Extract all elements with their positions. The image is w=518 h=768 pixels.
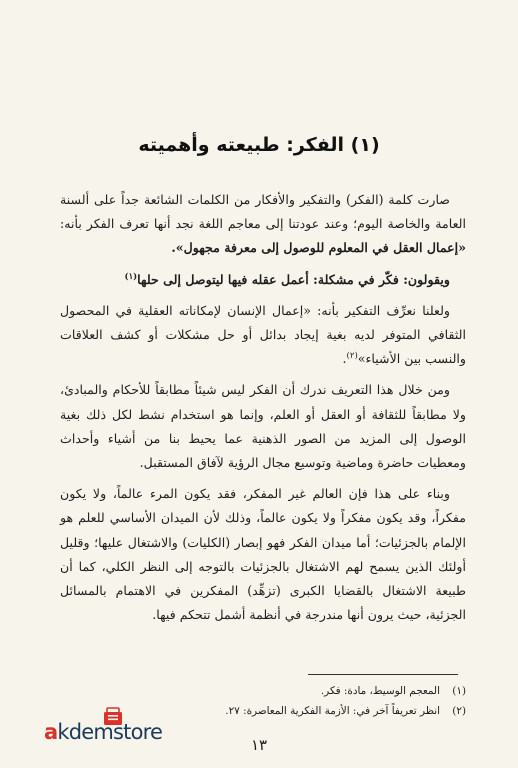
footnote-2-number: (٢) bbox=[452, 705, 466, 717]
footnote-1-number: (١) bbox=[452, 685, 466, 697]
paragraph-5: وبناء على هذا فإن العالم غير المفكر، فقد يكون المرء عالماً، ولا يكون مفكراً، وقد يكون مفكراً ولا يكون عالماً، وذلك لأن الميدان الأساسي للعلم هو الإلمام بالجزئيات؛ أما ميدان الفكر فهو إبصار (الكليات) والاشتغال عليها؛ وقليل أولئك الذين يسمح لهم الاشتغال بالجزئيات بالتوجه إلى النظر الكلي، كما أن طبيعة الاشتغال بالقضايا الكبرى (تزهِّد) المفكرين في الاهتمام بالمسائل الجزئية، حيث يرون أنها مندرجة في أنظمة أشمل تتحكم فيها. bbox=[60, 486, 466, 623]
footnote-divider bbox=[308, 674, 458, 675]
paragraph-1 bbox=[60, 188, 466, 261]
footnote-1-text: المعجم الوسيط، مادة: فكر. bbox=[320, 685, 440, 697]
footnote-2-text: انظر تعريفاً آخر في: الأزمة الفكرية المعاصرة: ٢٧. bbox=[225, 705, 440, 717]
definition-quote: «إعمال العقل في المعلوم للوصول إلى معرفة مجهول». bbox=[171, 240, 466, 256]
paragraph-3-text: ولعلنا نعرِّف التفكير بأنه: «إعمال الإنسان لإمكاناته العقلية في المحصول الثقافي المتوفر لديه بغية إيجاد بدائل أو حل مشكلات أو كشف العلاقات والنسب بين الأشياء» bbox=[60, 302, 466, 367]
paragraph-1-text: صارت كلمة (الفكر) والتفكير والأفكار من الكلمات الشائعة جداً على ألسنة العامة والخاصة اليوم؛ وعند عودتنا إلى معاجم اللغة نجد أنها تعرف الفكر بأنه: bbox=[60, 192, 466, 232]
footnote-ref-2[interactable]: (٢) bbox=[346, 351, 358, 362]
watermark-suffix: kdemstore bbox=[57, 720, 163, 744]
paragraph-2-text: ويقولون: فكّر في مشكلة: أعمل عقله فيها ليتوصل إلى حلها bbox=[137, 271, 450, 287]
chapter-heading: (١) الفكر: طبيعته وأهميته bbox=[138, 134, 380, 156]
paragraph-3: ولعلنا نعرِّف التفكير بأنه: «إعمال الإنسان لإمكاناته العقلية في المحصول الثقافي المتوفر لديه بغية إيجاد بدائل أو حل مشكلات أو كشف العلاقات والنسب بين الأشياء»$^{(٢)}$. bbox=[60, 302, 466, 367]
watermark-prefix: a bbox=[44, 720, 58, 744]
footnote-ref-1[interactable]: (١) bbox=[124, 271, 138, 282]
paragraph-2 bbox=[60, 268, 466, 292]
footnote-1 bbox=[60, 681, 466, 701]
body-text bbox=[60, 188, 466, 634]
paragraph-4: ومن خلال هذا التعريف ندرك أن الفكر ليس شيئاً مطابقاً للأحكام والمبادئ، ولا مطابقاً للثقافة أو العقل أو العلم، وإنما هو استخدام نشط لكل ذلك بغية الوصول إلى المزيد من الصور الذهنية عما يحيط بنا من أشياء وأحداث ومعطيات حاضرة وماضية وتوسيع مجال الرؤية لآفاق المستقبل. bbox=[60, 382, 466, 471]
page-number: ١٣ bbox=[250, 736, 268, 754]
watermark-logo bbox=[44, 706, 184, 744]
